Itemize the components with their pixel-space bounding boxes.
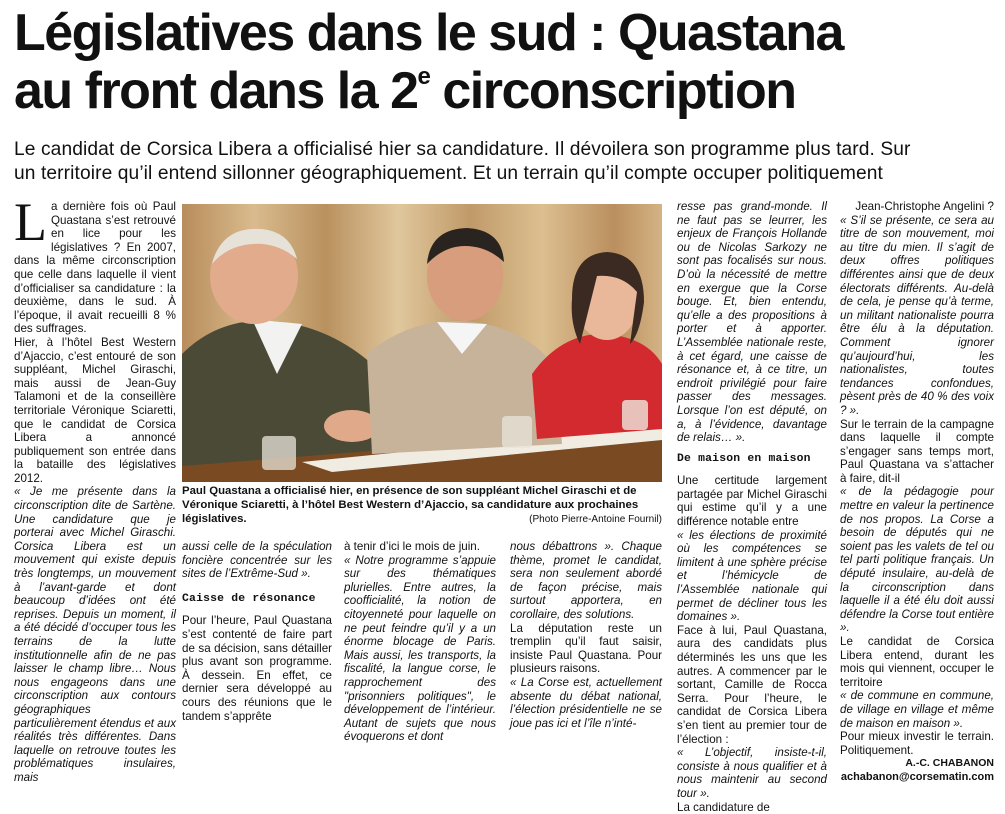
article-photo [182, 204, 662, 482]
article-column-5 [677, 200, 827, 814]
photo-credit: (Photo Pierre-Antoine Fournil) [529, 514, 662, 525]
quote-paragraph: « les élections de proximité où les compétences se limitent à une sphère précise et l’hémicycle de l’Assemblée nationale qui permet de décliner tous les domaines ». [677, 528, 827, 624]
paragraph: Hier, à l’hôtel Best Western d’Ajaccio, c’est entouré de son suppléant, Michel Giraschi, mais aussi de Jean-Guy Talamoni et de la conseillère territoriale Véronique Sciaretti, que le candidat de Corsica Libera a annoncé publiquement son entrée dans la bataille des législatives 2012. [14, 335, 176, 485]
quote-paragraph: « L’objectif, insiste-t-il, consiste à nous qualifier et à nous maintenir au second tour ». [677, 746, 827, 800]
quote-paragraph: nous débattrons ». Chaque thème, promet le candidat, sera non seulement abordé de façon précise, mais surtout apportera, en corollaire, des solutions. [510, 540, 662, 621]
quote-paragraph: « Je me présente dans la circonscription dite de Sartène. Une candidature que je porterai avec Michel Giraschi. Corsica Libera est un mouvement qui existe depuis très longtemps, un mouvement à l’avant-garde et dont beaucoup d’idées ont été reprises. Depuis un moment, il a été décidé d’occuper tous les terrains de la lutte institutionnelle afin de ne pas laisser le champ libre… Nous nous engageons dans une circonscription aux contours géographiques particulièrement étendus et aux réalités très différentes. Dans laquelle on retrouve toutes les problématiques insulaires, mais [14, 485, 176, 784]
paragraph: La candidature de [677, 800, 770, 814]
paragraph: Pour l’heure, Paul Quastana s’est contenté de faire part de sa décision, sans détailler plus avant son programme. À dessein. En effet, ce dernier sera développé au cours des réunions que le tandem s’apprête [182, 614, 332, 723]
headline-line-2-end: circonscription [429, 62, 796, 120]
paragraph: Pour mieux investir le terrain. Politiquement. [840, 730, 994, 757]
headline-superscript: e [417, 63, 430, 90]
headline [14, 4, 994, 120]
article-column-6 [840, 200, 994, 783]
quote-paragraph: « de commune en commune, de village en village et même de maison en maison ». [840, 689, 994, 730]
paragraph: à tenir d’ici le mois de juin. [344, 540, 480, 553]
headline-line-1: Législatives dans le sud : Quastana [14, 4, 843, 62]
subheading: De maison en maison [677, 452, 811, 465]
paragraph: Face à lui, Paul Quastana, aura des candidats plus déterminés les uns que les autres. A commencer par le sortant, Camille de Rocca Serra. Pour l’heure, le candidat de Corsica Libera s’en tient au premier tour de l’élection : [677, 623, 827, 746]
quote-paragraph: « S’il se présente, ce sera au titre de son mouvement, moi au titre du mien. Il s’agit de deux offres politiques différentes ainsi que de deux électorats différents. Au-delà de cela, je pense qu’à terme, un militant nationaliste pourra être élu à la députation. Comment ignorer qu’aujourd’hui, les nationalistes, toutes tendances confondues, pèsent près de 40 % des voix ? ». [840, 213, 994, 417]
quote-paragraph: aussi celle de la spéculation foncière concentrée sur les sites de l’Extrême-Sud ». [182, 540, 332, 581]
article-column-1 [14, 192, 176, 784]
standfirst [14, 138, 994, 186]
paragraph: La députation reste un tremplin qu’il faut saisir, insiste Paul Quastana. Pour plusieurs raisons. [510, 621, 662, 676]
article-column-4 [510, 540, 662, 730]
water-glass [502, 416, 532, 448]
standfirst-line-2: un territoire qu’il entend sillonner géographiquement. Et un terrain qu’il compte occuper politiquement [14, 163, 883, 184]
paragraph: Sur le terrain de la campagne dans laquelle il compte s’engager sans temps mort, Paul Quastana va s’attacher à faire, dit-il [840, 417, 994, 485]
water-glass [262, 436, 296, 470]
quote-paragraph: « de la pédagogie pour mettre en valeur la pertinence de nos propos. La Corse a besoin de députés qui ne soient pas les valets de tel ou tel parti politique français. Un député insulaire, au-delà de la circonscription dans laquelle il a été élu doit aussi défendre la Corse tout entière ». [840, 485, 994, 635]
photo-caption: Paul Quastana a officialisé hier, en présence de son suppléant Michel Giraschi et de Véronique Sciaretti, à l’hôtel Best Western d’Ajaccio, sa candidature aux prochaines législatives. [182, 485, 639, 525]
standfirst-line-1: Le candidat de Corsica Libera a officialisé hier sa candidature. Il dévoilera son programme plus tard. Sur [14, 139, 911, 160]
quote-paragraph: « La Corse est, actuellement absente du débat national, l’élection présidentielle ne se joue pas ici et l’île n’inté- [510, 675, 662, 730]
author-signature: A.-C. CHABANON [905, 757, 994, 770]
article-column-2 [182, 540, 332, 723]
quote-paragraph: resse pas grand-monde. Il ne faut pas se leurrer, les enjeux de François Hollande ou de Nicolas Sarkozy ne sont pas focalisés sur nous. D’où la nécessité de mettre en exergue que la Corse bouge. Et, bien entendu, qu’elle a des propositions à porter et à apporter. L’Assemblée nationale reste, à cet égard, une caisse de résonance et, à ce titre, un endroit privilégié pour faire passer des messages. Lorsque l’on est député, on a, à l’évidence, davantage de relais… ». [677, 200, 827, 445]
headline-line-2-start: au front dans la 2 [14, 62, 418, 120]
subheading: Caisse de résonance [182, 592, 316, 605]
drop-cap: L [14, 192, 47, 252]
paragraph: Une certitude largement partagée par Michel Giraschi qui estime qu’il y a une différence notable entre [677, 474, 827, 529]
photo-illustration [182, 204, 662, 482]
water-glass [622, 400, 648, 430]
author-email-link[interactable]: achabanon@corsematin.com [840, 770, 994, 783]
quote-paragraph: « Notre programme s’appuie sur des thématiques plurielles. Entre autres, la coofficialité, la notion de citoyenneté pour laquelle on ne peut feindre qu’il y a un énorme blocage de Paris. Mais aussi, les transports, la fiscalité, la langue corse, le rapprochement des "prisonniers politiques", le développement de l’intérieur. Autant de sujets que nous évoquerons et dont [344, 553, 496, 744]
paragraph: Le candidat de Corsica Libera entend, durant les mois qui viennent, occuper le territoire [840, 635, 994, 689]
paragraph: Jean-Christophe Angelini ? [855, 200, 994, 213]
paragraph: a dernière fois où Paul Quastana s’est retrouvé en lice pour les législatives ? En 2007, dans la même circonscription que celle dans laquelle il vient d’officialiser sa candidature : la deuxième, dans le sud. À l’époque, il avait recueilli 8 % des suffrages. [14, 200, 176, 336]
article-column-3 [344, 540, 496, 744]
